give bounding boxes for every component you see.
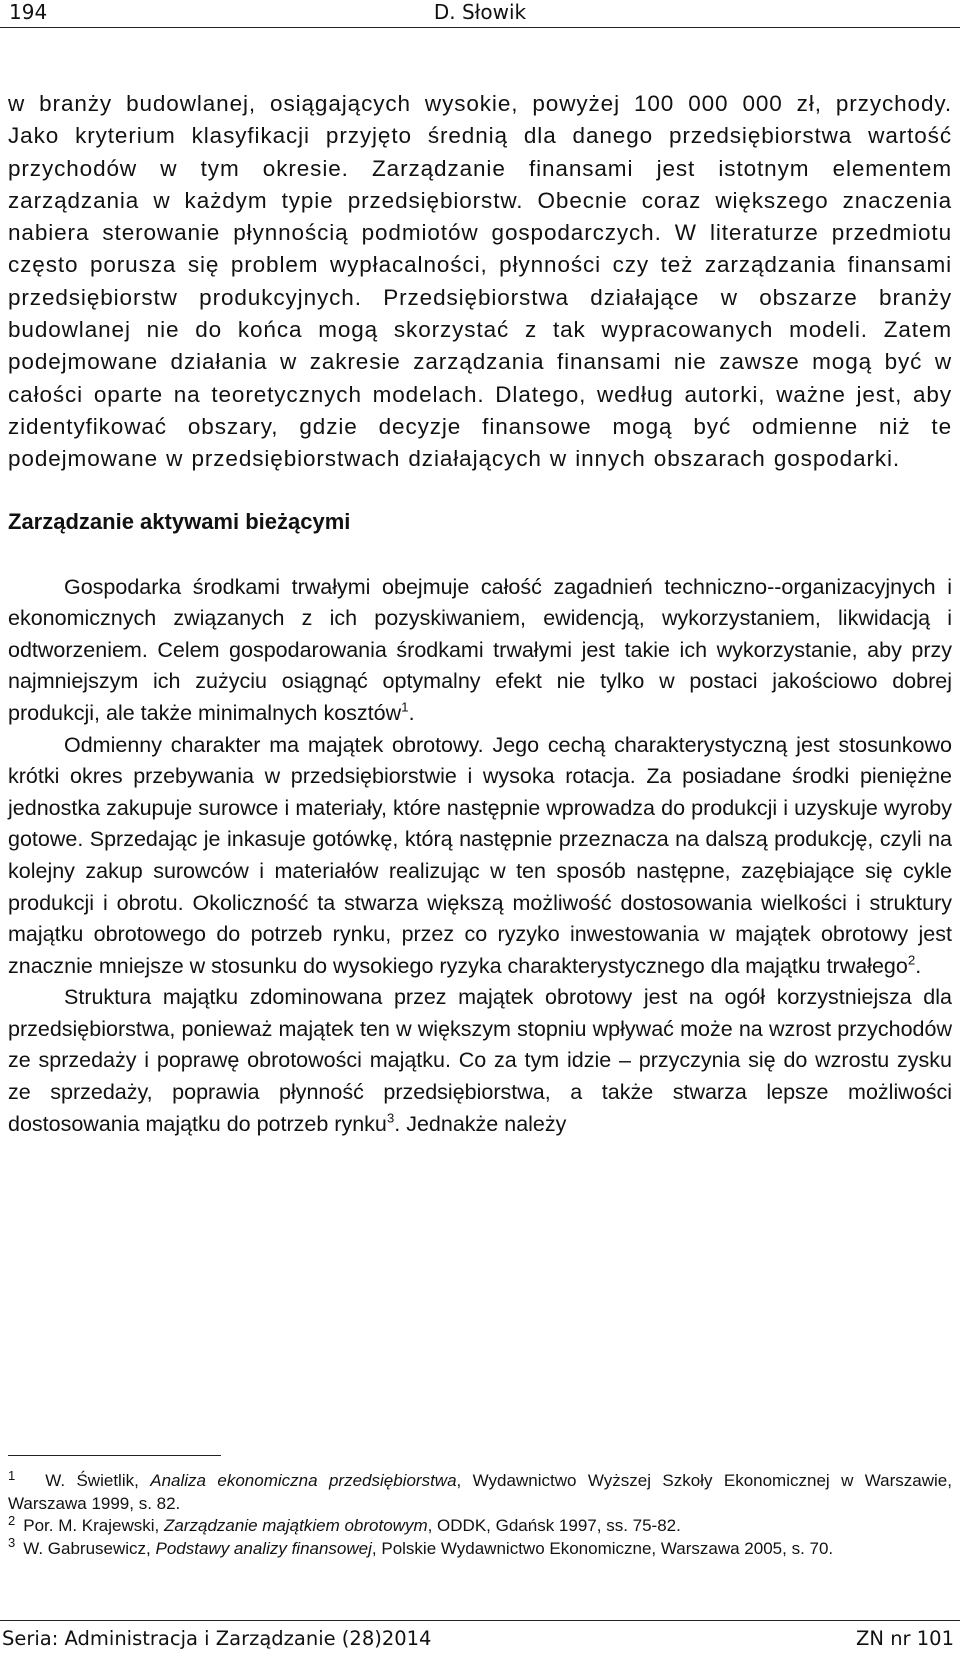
footnote-author: Por. M. Krajewski,	[23, 1516, 164, 1535]
series-name: Seria: Administracja i Zarządzanie (28)2014	[2, 1627, 432, 1650]
paragraph-end: . Jednakże należy	[394, 1111, 567, 1136]
footnote-1: 1 W. Świetlik, Analiza ekonomiczna przedsiębiorstwa, Wydawnictwo Wyższej Szkoły Ekonomicznej w Warszawie, Warszawa 1999, s. 82.	[8, 1467, 952, 1513]
footnote-author: W. Świetlik,	[45, 1471, 151, 1490]
section-paragraph-1	[8, 572, 952, 730]
footnote-title: Zarządzanie majątkiem obrotowym	[164, 1516, 428, 1535]
footnote-publisher: , Polskie Wydawnictwo Ekonomiczne, Warszawa 2005, s. 70.	[371, 1538, 834, 1558]
footnote-title: Podstawy analizy finansowej	[155, 1538, 372, 1558]
intro-paragraph: w branży budowlanej, osiągających wysokie, powyżej 100 000 000 zł, przychody. Jako kryterium klasyfikacji przyjęto średnią dla danego przedsiębiorstwa wartość przychodów w tym okresie. Zarządzanie finansami jest istotnym elementem zarządzania w każdym typie przedsiębiorstw. Obecnie coraz większego znaczenia nabiera sterowanie płynnością podmiotów gospodarczych. W literaturze przedmiotu często porusza się problem wypłacalności, płynności czy też zarządzania finansami przedsiębiorstw produkcyjnych. Przedsiębiorstwa działające w obszarze branży budowlanej nie do końca mogą skorzystać z tak wypracowanych modeli. Zatem podejmowane działania w zakresie zarządzania finansami nie zawsze mogą być w całości oparte na teoretycznych modelach. Dlatego, według autorki, ważne jest, aby zidentyfikować obszary, gdzie decyzje finansowe mogą być odmienne niż te podejmowane w przedsiębiorstwach działających w innych obszarach gospodarki.	[8, 91, 952, 472]
footnote-3: 3 W. Gabrusewicz, Podstawy analizy finansowej, Polskie Wydawnictwo Ekonomiczne, Warszawa 2005, s. 70.	[8, 1535, 834, 1558]
footnote-ref-3: 3	[386, 1110, 395, 1125]
running-head-author: D. Słowik	[433, 0, 527, 24]
footnote-publisher: , ODDK, Gdańsk 1997, ss. 75-82.	[427, 1516, 681, 1535]
paragraph-text: Gospodarka środkami trwałymi obejmuje całość zagadnień techniczno--organizacyjnych i ekonomicznych związanych z ich pozyskiwaniem, ewidencją, wykorzystaniem, likwidacją i odtworzeniem. Celem gospodarowania środkami trwałymi jest takie ich wykorzystanie, aby przy najmniejszym ich zużyciu osiągnąć optymalny efekt nie tylko w postaci jakościowo dobrej produkcji, ale także minimalnych kosztów	[8, 574, 952, 725]
footnote-publisher: , Wydawnictwo Wyższej Szkoły Ekonomicznej w Warszawie, Warszawa 1999, s. 82.	[8, 1471, 952, 1513]
paragraph-end: .	[915, 953, 922, 978]
section-paragraph-3	[8, 982, 952, 1140]
page-header	[0, 0, 960, 28]
footnote-ref-1: 1	[401, 699, 409, 715]
main-content	[8, 88, 952, 1140]
footnote-2: 2 Por. M. Krajewski, Zarządzanie majątkiem obrotowym, ODDK, Gdańsk 1997, ss. 75-82.	[8, 1512, 681, 1535]
section-paragraph-2	[8, 730, 952, 983]
page-number: 194	[9, 0, 48, 24]
paragraph-text: Odmienny charakter ma majątek obrotowy. Jego cechą charakterystyczną jest stosunkowo krótki okres przebywania w przedsiębiorstwie i wysoka rotacja. Za posiadane środki pieniężne jednostka zakupuje surowce i materiały, które następnie wprowadza do produkcji i uzyskuje wyroby gotowe. Sprzedając je inkasuje gotówkę, którą następnie przeznacza na dalszą produkcję, czyli na kolejny zakup surowców i materiałów realizując w ten sposób następne, zazębiające się cykle produkcji i obrotu. Okoliczność ta stwarza większą możliwość dostosowania wielkości i struktury majątku obrotowego do potrzeb rynku, przez co ryzyko inwestowania w majątek obrotowy jest znacznie mniejsze w stosunku do wysokiego ryzyka charakterystycznego dla majątku trwałego	[8, 732, 952, 978]
page-footer	[0, 1620, 960, 1654]
issue-number: ZN nr 101	[856, 1627, 954, 1650]
footnote-author: W. Gabrusewicz,	[23, 1538, 156, 1558]
footnote-separator	[8, 1455, 221, 1456]
footnotes	[8, 1455, 952, 1560]
section-heading: Zarządzanie aktywami bieżącymi	[8, 508, 351, 534]
paragraph-text: Struktura majątku zdominowana przez majątek obrotowy jest na ogół korzystniejsza dla przedsiębiorstwa, ponieważ majątek ten w większym stopniu wpływać może na wzrost przychodów ze sprzedaży i poprawę obrotowości majątku. Co za tym idzie – przyczynia się do wzrostu zysku ze sprzedaży, poprawia płynność przedsiębiorstwa, a także stwarza lepsze możliwości dostosowania majątku do potrzeb rynku	[8, 985, 952, 1136]
paragraph-end: .	[408, 700, 415, 725]
footnote-title: Analiza ekonomiczna przedsiębiorstwa	[150, 1471, 457, 1490]
footnote-ref-2: 2	[907, 952, 916, 968]
